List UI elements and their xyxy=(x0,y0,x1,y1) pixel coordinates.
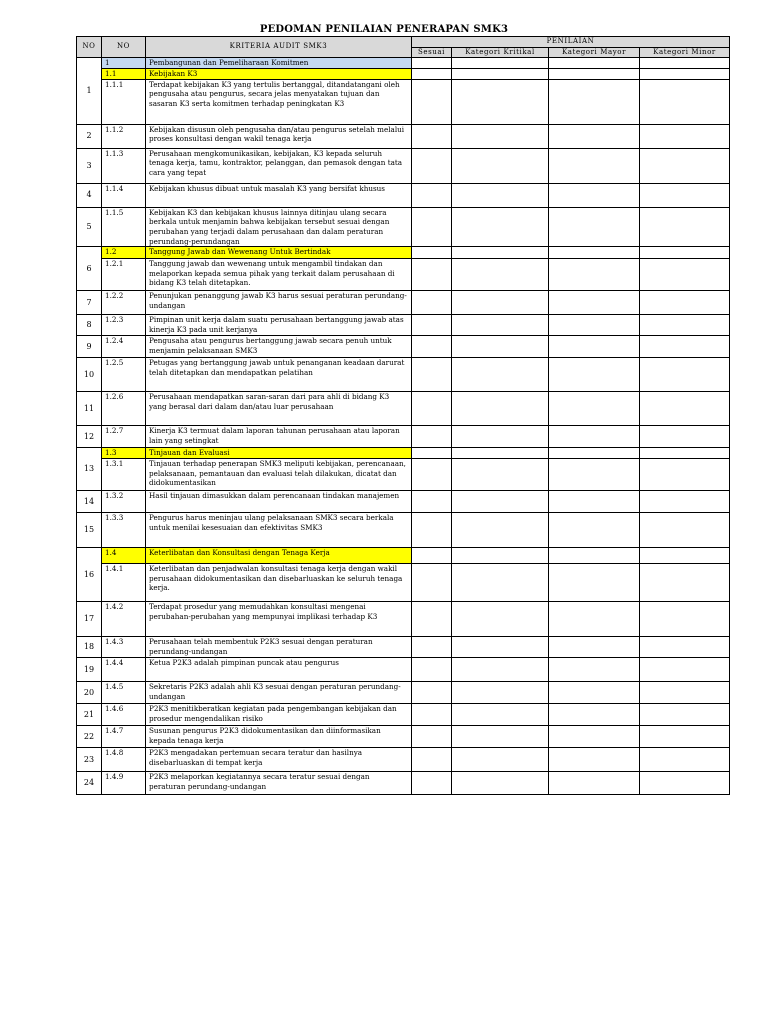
mayor-cell[interactable] xyxy=(549,658,640,682)
table-row xyxy=(77,748,730,772)
kritikal-cell[interactable] xyxy=(452,491,549,513)
criteria-text: Kebijakan K3 dan kebijakan khusus lainnya ditinjau ulang secara berkala untuk menjamin bahwa kebijakan tersebut sesuai dengan perubahan yang terjadi dalam perusahaan dan dalam peraturan perundang-perundangan xyxy=(146,207,412,246)
minor-cell[interactable] xyxy=(640,259,730,291)
mayor-cell[interactable] xyxy=(549,358,640,392)
sesuai-cell[interactable] xyxy=(412,448,452,459)
row-number: 11 xyxy=(77,392,102,426)
criteria-code: 1.4.6 xyxy=(102,704,146,726)
kritikal-cell[interactable] xyxy=(452,58,549,69)
criteria-code: 1.3.2 xyxy=(102,491,146,513)
mayor-cell[interactable] xyxy=(549,513,640,548)
sesuai-cell[interactable] xyxy=(412,336,452,358)
sesuai-cell[interactable] xyxy=(412,548,452,564)
kritikal-cell[interactable] xyxy=(452,207,549,246)
criteria-code: 1.4.7 xyxy=(102,726,146,748)
table-row xyxy=(77,207,730,246)
row-number: 19 xyxy=(77,658,102,682)
table-row xyxy=(77,772,730,795)
mayor-cell[interactable] xyxy=(549,247,640,259)
section-title: Tanggung Jawab dan Wewenang Untuk Bertindak xyxy=(146,247,412,259)
mayor-cell[interactable] xyxy=(549,564,640,602)
sesuai-cell[interactable] xyxy=(412,748,452,772)
kritikal-cell[interactable] xyxy=(452,748,549,772)
criteria-code: 1.2.3 xyxy=(102,315,146,336)
row-number: 15 xyxy=(77,513,102,548)
sesuai-cell[interactable] xyxy=(412,726,452,748)
kritikal-cell[interactable] xyxy=(452,564,549,602)
section-title: Pembangunan dan Pemeliharaan Komitmen xyxy=(146,58,412,69)
sesuai-cell[interactable] xyxy=(412,358,452,392)
minor-cell[interactable] xyxy=(640,79,730,124)
section-row xyxy=(77,68,730,79)
section-title: Keterlibatan dan Konsultasi dengan Tenaga Kerja xyxy=(146,548,412,564)
minor-cell[interactable] xyxy=(640,426,730,448)
sesuai-cell[interactable] xyxy=(412,79,452,124)
sesuai-cell[interactable] xyxy=(412,426,452,448)
criteria-code: 1.2.4 xyxy=(102,336,146,358)
minor-cell[interactable] xyxy=(640,682,730,704)
criteria-text: Perusahaan telah membentuk P2K3 sesuai dengan peraturan perundang-undangan xyxy=(146,637,412,658)
mayor-cell[interactable] xyxy=(549,124,640,148)
kritikal-cell[interactable] xyxy=(452,637,549,658)
table-row xyxy=(77,183,730,207)
criteria-code: 1.1.5 xyxy=(102,207,146,246)
table-row xyxy=(77,459,730,491)
header-sesuai: Sesuai xyxy=(412,47,452,58)
table-row xyxy=(77,259,730,291)
criteria-text: P2K3 menitikberatkan kegiatan pada pengembangan kebijakan dan prosedur mengendalikan risiko xyxy=(146,704,412,726)
header-criteria: KRITERIA AUDIT SMK3 xyxy=(146,37,412,58)
criteria-text: Terdapat prosedur yang memudahkan konsultasi mengenai perubahan-perubahan yang mempunyai implikasi terhadap K3 xyxy=(146,602,412,637)
mayor-cell[interactable] xyxy=(549,772,640,795)
kritikal-cell[interactable] xyxy=(452,79,549,124)
row-number: 6 xyxy=(77,247,102,291)
kritikal-cell[interactable] xyxy=(452,358,549,392)
row-number: 16 xyxy=(77,548,102,602)
mayor-cell[interactable] xyxy=(549,682,640,704)
header-mayor: Kategori Mayor xyxy=(549,47,640,58)
kritikal-cell[interactable] xyxy=(452,513,549,548)
sesuai-cell[interactable] xyxy=(412,459,452,491)
minor-cell[interactable] xyxy=(640,315,730,336)
criteria-text: Tinjauan terhadap penerapan SMK3 meliputi kebijakan, perencanaan, pelaksanaan, pemantauan dan evaluasi telah dilakukan, dicatat dan didokumentasikan xyxy=(146,459,412,491)
criteria-text: Keterlibatan dan penjadwalan konsultasi tenaga kerja dengan wakil perusahaan didokumentasikan dan disebarluaskan ke seluruh tenaga kerja. xyxy=(146,564,412,602)
criteria-text: Penunjukan penanggung jawab K3 harus sesuai peraturan perundang-undangan xyxy=(146,291,412,315)
document-title: PEDOMAN PENILAIAN PENERAPAN SMK3 xyxy=(259,24,509,35)
criteria-code: 1.1 xyxy=(102,68,146,79)
criteria-text: Ketua P2K3 adalah pimpinan puncak atau pengurus xyxy=(146,658,412,682)
sesuai-cell[interactable] xyxy=(412,772,452,795)
mayor-cell[interactable] xyxy=(549,726,640,748)
mayor-cell[interactable] xyxy=(549,259,640,291)
row-number: 18 xyxy=(77,637,102,658)
table-row xyxy=(77,704,730,726)
criteria-text: Sekretaris P2K3 adalah ahli K3 sesuai dengan peraturan perundang-undangan xyxy=(146,682,412,704)
section-row xyxy=(77,58,730,69)
criteria-code: 1.4.3 xyxy=(102,637,146,658)
row-number: 12 xyxy=(77,426,102,448)
sesuai-cell[interactable] xyxy=(412,207,452,246)
minor-cell[interactable] xyxy=(640,183,730,207)
mayor-cell[interactable] xyxy=(549,426,640,448)
minor-cell[interactable] xyxy=(640,247,730,259)
criteria-code: 1 xyxy=(102,58,146,69)
criteria-code: 1.4.9 xyxy=(102,772,146,795)
sesuai-cell[interactable] xyxy=(412,704,452,726)
mayor-cell[interactable] xyxy=(549,602,640,637)
criteria-text: Pengurus harus meninjau ulang pelaksanaan SMK3 secara berkala untuk menilai kesesuaian dan efektivitas SMK3 xyxy=(146,513,412,548)
kritikal-cell[interactable] xyxy=(452,726,549,748)
minor-cell[interactable] xyxy=(640,704,730,726)
table-row xyxy=(77,658,730,682)
table-row xyxy=(77,358,730,392)
mayor-cell[interactable] xyxy=(549,748,640,772)
criteria-text: Tanggung jawab dan wewenang untuk mengambil tindakan dan melaporkan kepada semua pihak yang terkait dalam perusahaan di bidang K3 telah ditetapkan. xyxy=(146,259,412,291)
row-number: 2 xyxy=(77,124,102,148)
criteria-text: Petugas yang bertanggung jawab untuk penanganan keadaan darurat telah ditetapkan dan mendapatkan pelatihan xyxy=(146,358,412,392)
table-row xyxy=(77,392,730,426)
criteria-text: Susunan pengurus P2K3 didokumentasikan dan diinformasikan kepada tenaga kerja xyxy=(146,726,412,748)
criteria-text: P2K3 mengadakan pertemuan secara teratur dan hasilnya disebarluaskan di tempat kerja xyxy=(146,748,412,772)
row-number: 24 xyxy=(77,772,102,795)
sesuai-cell[interactable] xyxy=(412,513,452,548)
kritikal-cell[interactable] xyxy=(452,315,549,336)
criteria-code: 1.2.5 xyxy=(102,358,146,392)
row-number: 3 xyxy=(77,148,102,183)
section-row xyxy=(77,448,730,459)
mayor-cell[interactable] xyxy=(549,183,640,207)
table-row xyxy=(77,426,730,448)
sesuai-cell[interactable] xyxy=(412,58,452,69)
table-row xyxy=(77,513,730,548)
criteria-code: 1.2.2 xyxy=(102,291,146,315)
kritikal-cell[interactable] xyxy=(452,658,549,682)
criteria-text: Pimpinan unit kerja dalam suatu perusahaan bertanggung jawab atas kinerja K3 pada unit kerjanya xyxy=(146,315,412,336)
row-number: 9 xyxy=(77,336,102,358)
minor-cell[interactable] xyxy=(640,658,730,682)
row-number: 1 xyxy=(77,58,102,125)
section-title: Kebijakan K3 xyxy=(146,68,412,79)
mayor-cell[interactable] xyxy=(549,79,640,124)
row-number: 10 xyxy=(77,358,102,392)
criteria-text: Kebijakan khusus dibuat untuk masalah K3 yang bersifat khusus xyxy=(146,183,412,207)
kritikal-cell[interactable] xyxy=(452,247,549,259)
mayor-cell[interactable] xyxy=(549,637,640,658)
table-row xyxy=(77,726,730,748)
sesuai-cell[interactable] xyxy=(412,602,452,637)
kritikal-cell[interactable] xyxy=(452,459,549,491)
criteria-code: 1.4 xyxy=(102,548,146,564)
table-row xyxy=(77,491,730,513)
criteria-code: 1.3.1 xyxy=(102,459,146,491)
minor-cell[interactable] xyxy=(640,58,730,69)
sesuai-cell[interactable] xyxy=(412,148,452,183)
mayor-cell[interactable] xyxy=(549,448,640,459)
criteria-code: 1.4.4 xyxy=(102,658,146,682)
minor-cell[interactable] xyxy=(640,772,730,795)
criteria-text: Kinerja K3 termuat dalam laporan tahunan perusahaan atau laporan lain yang setingkat xyxy=(146,426,412,448)
sesuai-cell[interactable] xyxy=(412,658,452,682)
kritikal-cell[interactable] xyxy=(452,148,549,183)
table-row xyxy=(77,79,730,124)
criteria-code: 1.1.1 xyxy=(102,79,146,124)
criteria-code: 1.4.2 xyxy=(102,602,146,637)
kritikal-cell[interactable] xyxy=(452,602,549,637)
minor-cell[interactable] xyxy=(640,392,730,426)
minor-cell[interactable] xyxy=(640,336,730,358)
criteria-code: 1.4.8 xyxy=(102,748,146,772)
minor-cell[interactable] xyxy=(640,491,730,513)
kritikal-cell[interactable] xyxy=(452,704,549,726)
criteria-code: 1.1.2 xyxy=(102,124,146,148)
criteria-code: 1.1.3 xyxy=(102,148,146,183)
sesuai-cell[interactable] xyxy=(412,124,452,148)
minor-cell[interactable] xyxy=(640,637,730,658)
row-number: 5 xyxy=(77,207,102,246)
mayor-cell[interactable] xyxy=(549,207,640,246)
mayor-cell[interactable] xyxy=(549,704,640,726)
minor-cell[interactable] xyxy=(640,459,730,491)
sesuai-cell[interactable] xyxy=(412,637,452,658)
minor-cell[interactable] xyxy=(640,291,730,315)
kritikal-cell[interactable] xyxy=(452,426,549,448)
row-number: 21 xyxy=(77,704,102,726)
criteria-text: Pengusaha atau pengurus bertanggung jawab secara penuh untuk menjamin pelaksanaan SMK3 xyxy=(146,336,412,358)
audit-table-body xyxy=(77,58,730,795)
minor-cell[interactable] xyxy=(640,513,730,548)
criteria-code: 1.4.5 xyxy=(102,682,146,704)
row-number: 22 xyxy=(77,726,102,748)
criteria-code: 1.2.6 xyxy=(102,392,146,426)
sesuai-cell[interactable] xyxy=(412,291,452,315)
criteria-text: Terdapat kebijakan K3 yang tertulis bertanggal, ditandatangani oleh pengusaha atau pengurus, secara jelas menyatakan tujuan dan sasaran K3 serta komitmen terhadap peningkatan K3 xyxy=(146,79,412,124)
sesuai-cell[interactable] xyxy=(412,315,452,336)
kritikal-cell[interactable] xyxy=(452,183,549,207)
table-row xyxy=(77,682,730,704)
mayor-cell[interactable] xyxy=(549,459,640,491)
table-row xyxy=(77,637,730,658)
row-number: 8 xyxy=(77,315,102,336)
audit-table xyxy=(76,36,730,795)
header-no-code: NO xyxy=(102,37,146,58)
criteria-code: 1.2.7 xyxy=(102,426,146,448)
kritikal-cell[interactable] xyxy=(452,548,549,564)
kritikal-cell[interactable] xyxy=(452,68,549,79)
minor-cell[interactable] xyxy=(640,207,730,246)
mayor-cell[interactable] xyxy=(549,148,640,183)
minor-cell[interactable] xyxy=(640,602,730,637)
sesuai-cell[interactable] xyxy=(412,68,452,79)
criteria-code: 1.3.3 xyxy=(102,513,146,548)
criteria-code: 1.4.1 xyxy=(102,564,146,602)
section-row xyxy=(77,548,730,564)
criteria-code: 1.1.4 xyxy=(102,183,146,207)
table-row xyxy=(77,124,730,148)
table-row xyxy=(77,602,730,637)
row-number: 4 xyxy=(77,183,102,207)
mayor-cell[interactable] xyxy=(549,291,640,315)
minor-cell[interactable] xyxy=(640,548,730,564)
minor-cell[interactable] xyxy=(640,564,730,602)
row-number: 23 xyxy=(77,748,102,772)
sesuai-cell[interactable] xyxy=(412,564,452,602)
header-no: NO xyxy=(77,37,102,58)
mayor-cell[interactable] xyxy=(549,336,640,358)
row-number: 7 xyxy=(77,291,102,315)
criteria-code: 1.2.1 xyxy=(102,259,146,291)
header-assessment: PENILAIAN xyxy=(412,37,730,48)
table-row xyxy=(77,336,730,358)
kritikal-cell[interactable] xyxy=(452,124,549,148)
sesuai-cell[interactable] xyxy=(412,491,452,513)
minor-cell[interactable] xyxy=(640,726,730,748)
criteria-code: 1.2 xyxy=(102,247,146,259)
row-number: 17 xyxy=(77,602,102,637)
mayor-cell[interactable] xyxy=(549,392,640,426)
criteria-code: 1.3 xyxy=(102,448,146,459)
criteria-text: Kebijakan disusun oleh pengusaha dan/atau pengurus setelah melalui proses konsultasi dengan wakil tenaga kerja xyxy=(146,124,412,148)
table-row xyxy=(77,148,730,183)
minor-cell[interactable] xyxy=(640,448,730,459)
mayor-cell[interactable] xyxy=(549,491,640,513)
mayor-cell[interactable] xyxy=(549,548,640,564)
criteria-text: Hasil tinjauan dimasukkan dalam perencanaan tindakan manajemen xyxy=(146,491,412,513)
kritikal-cell[interactable] xyxy=(452,772,549,795)
mayor-cell[interactable] xyxy=(549,68,640,79)
table-row xyxy=(77,291,730,315)
sesuai-cell[interactable] xyxy=(412,183,452,207)
header-minor: Kategori Minor xyxy=(640,47,730,58)
kritikal-cell[interactable] xyxy=(452,259,549,291)
mayor-cell[interactable] xyxy=(549,315,640,336)
kritikal-cell[interactable] xyxy=(452,392,549,426)
section-row xyxy=(77,247,730,259)
kritikal-cell[interactable] xyxy=(452,682,549,704)
row-number: 13 xyxy=(77,448,102,491)
row-number: 20 xyxy=(77,682,102,704)
criteria-text: P2K3 melaporkan kegiatannya secara teratur sesuai dengan peraturan perundang-undangan xyxy=(146,772,412,795)
minor-cell[interactable] xyxy=(640,148,730,183)
minor-cell[interactable] xyxy=(640,748,730,772)
table-row xyxy=(77,315,730,336)
section-title: Tinjauan dan Evaluasi xyxy=(146,448,412,459)
minor-cell[interactable] xyxy=(640,124,730,148)
kritikal-cell[interactable] xyxy=(452,336,549,358)
sesuai-cell[interactable] xyxy=(412,682,452,704)
minor-cell[interactable] xyxy=(640,358,730,392)
sesuai-cell[interactable] xyxy=(412,259,452,291)
criteria-text: Perusahaan mendapatkan saran-saran dari para ahli di bidang K3 yang berasal dari dalam dan/atau luar perusahaan xyxy=(146,392,412,426)
criteria-text: Perusahaan mengkomunikasikan, kebijakan, K3 kepada seluruh tenaga kerja, tamu, kontraktor, pelanggan, dan pemasok dengan tata cara yang tepat xyxy=(146,148,412,183)
header-kritikal: Kategori Kritikal xyxy=(452,47,549,58)
row-number: 14 xyxy=(77,491,102,513)
kritikal-cell[interactable] xyxy=(452,448,549,459)
sesuai-cell[interactable] xyxy=(412,392,452,426)
mayor-cell[interactable] xyxy=(549,58,640,69)
table-row xyxy=(77,564,730,602)
minor-cell[interactable] xyxy=(640,68,730,79)
sesuai-cell[interactable] xyxy=(412,247,452,259)
kritikal-cell[interactable] xyxy=(452,291,549,315)
